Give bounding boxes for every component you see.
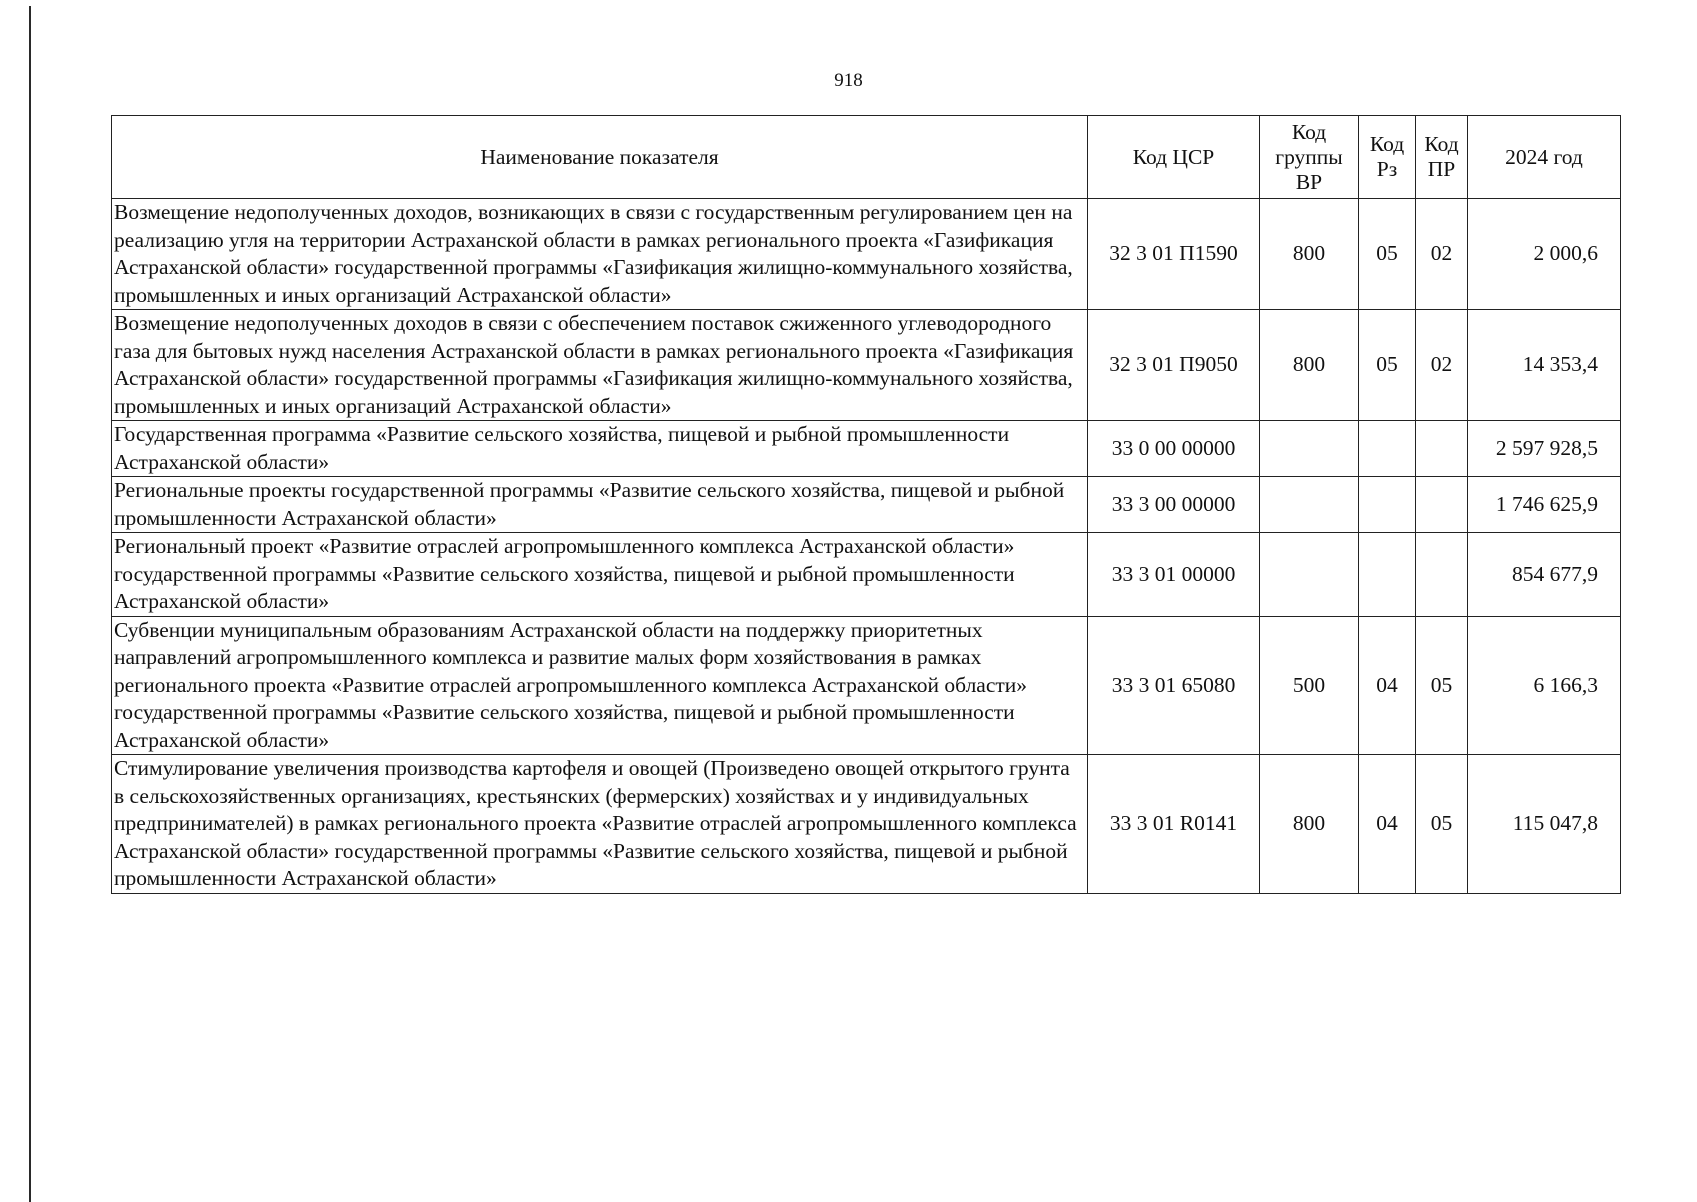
cell-name: Возмещение недополученных доходов в связи с обеспечением поставок сжиженного углеводородного газа для бытовых нужд населения Астраханской области в рамках регионального проекта «Газификация Астраханской области» государственной программы «Газификация жилищно-коммунального хозяйства, промышленных и иных организаций Астраханской области» — [112, 310, 1088, 421]
cell-rz: 05 — [1359, 310, 1416, 421]
header-pr: Код ПР — [1416, 116, 1468, 199]
cell-rz: 04 — [1359, 616, 1416, 755]
cell-amount: 14 353,4 — [1468, 310, 1621, 421]
table-row — [112, 421, 1621, 477]
header-year: 2024 год — [1468, 116, 1621, 199]
header-csr: Код ЦСР — [1088, 116, 1260, 199]
cell-name: Стимулирование увеличения производства картофеля и овощей (Произведено овощей открытого грунта в сельскохозяйственных организациях, крестьянских (фермерских) хозяйствах и у индивидуальных предпринимателей) в рамках регионального проекта «Развитие отраслей агропромышленного комплекса Астраханской области» государственной программы «Развитие сельского хозяйства, пищевой и рыбной промышленности Астраханской области» — [112, 755, 1088, 894]
cell-amount: 115 047,8 — [1468, 755, 1621, 894]
cell-pr: 02 — [1416, 199, 1468, 310]
cell-csr: 33 0 00 00000 — [1088, 421, 1260, 477]
cell-vr: 800 — [1260, 310, 1359, 421]
cell-rz — [1359, 533, 1416, 617]
cell-pr — [1416, 421, 1468, 477]
table-row — [112, 755, 1621, 894]
cell-amount: 1 746 625,9 — [1468, 477, 1621, 533]
cell-csr: 33 3 00 00000 — [1088, 477, 1260, 533]
cell-rz — [1359, 421, 1416, 477]
cell-vr: 500 — [1260, 616, 1359, 755]
table-row — [112, 310, 1621, 421]
cell-pr — [1416, 477, 1468, 533]
cell-rz — [1359, 477, 1416, 533]
binding-margin-line — [29, 6, 31, 1202]
cell-pr: 05 — [1416, 755, 1468, 894]
header-vr: Код группы ВР — [1260, 116, 1359, 199]
cell-rz: 05 — [1359, 199, 1416, 310]
table-row — [112, 477, 1621, 533]
table-header-row — [112, 116, 1621, 199]
cell-amount: 6 166,3 — [1468, 616, 1621, 755]
cell-vr: 800 — [1260, 199, 1359, 310]
table-row — [112, 199, 1621, 310]
cell-csr: 32 3 01 П1590 — [1088, 199, 1260, 310]
cell-amount: 2 000,6 — [1468, 199, 1621, 310]
cell-vr — [1260, 477, 1359, 533]
table-row — [112, 533, 1621, 617]
cell-name: Государственная программа «Развитие сельского хозяйства, пищевой и рыбной промышленности Астраханской области» — [112, 421, 1088, 477]
cell-csr: 33 3 01 65080 — [1088, 616, 1260, 755]
page-number: 918 — [834, 70, 863, 91]
table-row — [112, 616, 1621, 755]
cell-vr — [1260, 533, 1359, 617]
cell-name: Региональный проект «Развитие отраслей агропромышленного комплекса Астраханской области» государственной программы «Развитие сельского хозяйства, пищевой и рыбной промышленности Астраханской области» — [112, 533, 1088, 617]
cell-amount: 2 597 928,5 — [1468, 421, 1621, 477]
budget-table — [111, 115, 1621, 894]
cell-name: Региональные проекты государственной программы «Развитие сельского хозяйства, пищевой и рыбной промышленности Астраханской области» — [112, 477, 1088, 533]
cell-name: Возмещение недополученных доходов, возникающих в связи с государственным регулированием цен на реализацию угля на территории Астраханской области в рамках регионального проекта «Газификация Астраханской области» государственной программы «Газификация жилищно-коммунального хозяйства, промышленных и иных организаций Астраханской области» — [112, 199, 1088, 310]
cell-csr: 33 3 01 R0141 — [1088, 755, 1260, 894]
cell-vr — [1260, 421, 1359, 477]
cell-amount: 854 677,9 — [1468, 533, 1621, 617]
header-rz: Код Рз — [1359, 116, 1416, 199]
cell-pr: 02 — [1416, 310, 1468, 421]
cell-vr: 800 — [1260, 755, 1359, 894]
cell-name: Субвенции муниципальным образованиям Астраханской области на поддержку приоритетных направлений агропромышленного комплекса и развитие малых форм хозяйствования в рамках регионального проекта «Развитие отраслей агропромышленного комплекса Астраханской области» государственной программы «Развитие сельского хозяйства, пищевой и рыбной промышленности Астраханской области» — [112, 616, 1088, 755]
header-name: Наименование показателя — [112, 116, 1088, 199]
cell-rz: 04 — [1359, 755, 1416, 894]
cell-csr: 33 3 01 00000 — [1088, 533, 1260, 617]
cell-csr: 32 3 01 П9050 — [1088, 310, 1260, 421]
cell-pr: 05 — [1416, 616, 1468, 755]
cell-pr — [1416, 533, 1468, 617]
